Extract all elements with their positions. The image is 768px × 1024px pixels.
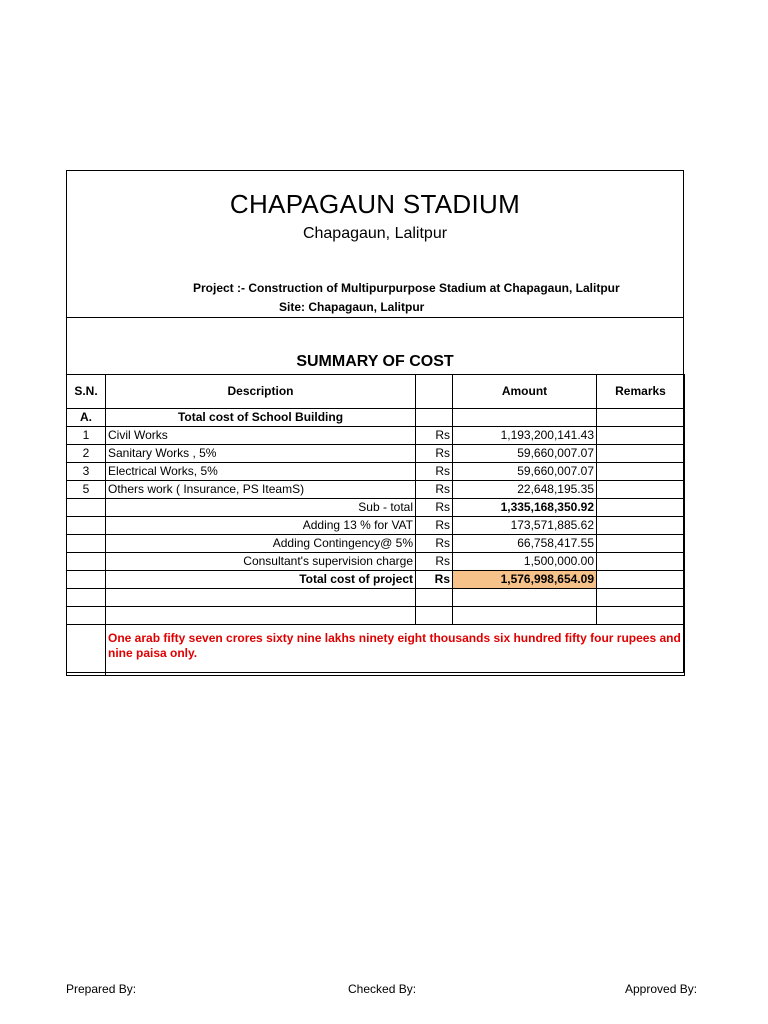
approved-by: Approved By: [625, 982, 698, 996]
total-row [67, 571, 685, 589]
row-remarks [597, 445, 685, 463]
empty-row [67, 607, 685, 625]
prepared-by: Prepared By: [66, 982, 137, 996]
section-description: Total cost of School Building [106, 409, 416, 427]
row-currency: Rs [416, 463, 453, 481]
row-remarks [597, 481, 685, 499]
summary-title: SUMMARY OF COST [296, 353, 454, 370]
supervision-amount: 1,500,000.00 [453, 553, 597, 571]
total-amount: 1,576,998,654.09 [453, 571, 597, 589]
subtotal-label: Sub - total [106, 499, 416, 517]
subtotal-row [67, 499, 685, 517]
row-remarks [597, 463, 685, 481]
row-currency: Rs [416, 427, 453, 445]
project-line: Project :- Construction of Multipurpurpose Stadium at Chapagaun, Lalitpur [193, 281, 620, 295]
row-description: Others work ( Insurance, PS IteamS) [106, 481, 416, 499]
checked-by: Checked By: [348, 982, 417, 996]
supervision-row [67, 553, 685, 571]
row-description: Sanitary Works , 5% [106, 445, 416, 463]
supervision-label: Consultant's supervision charge [106, 553, 416, 571]
row-sn: 2 [67, 445, 106, 463]
row-sn: 1 [67, 427, 106, 445]
vat-currency: Rs [416, 517, 453, 535]
contingency-label: Adding Contingency@ 5% [106, 535, 416, 553]
subtotal-currency: Rs [416, 499, 453, 517]
row-description: Civil Works [106, 427, 416, 445]
section-sn: A. [67, 409, 106, 427]
header-divider [67, 317, 683, 318]
row-remarks [597, 427, 685, 445]
table-row [67, 481, 685, 499]
amount-in-words: One arab fifty seven crores sixty nine lakhs ninety eight thousands six hundred fifty four rupees and nine paisa only. [108, 631, 681, 660]
location-subtitle: Chapagaun, Lalitpur [302, 225, 448, 242]
empty-row [67, 589, 685, 607]
contingency-currency: Rs [416, 535, 453, 553]
total-currency: Rs [416, 571, 453, 589]
site-line: Site: Chapagaun, Lalitpur [279, 300, 425, 314]
row-amount: 1,193,200,141.43 [453, 427, 597, 445]
row-sn: 3 [67, 463, 106, 481]
row-currency: Rs [416, 445, 453, 463]
row-currency: Rs [416, 481, 453, 499]
table-row [67, 445, 685, 463]
total-label: Total cost of project [106, 571, 416, 589]
cost-table [66, 374, 685, 676]
row-amount: 22,648,195.35 [453, 481, 597, 499]
contingency-row [67, 535, 685, 553]
row-description: Electrical Works, 5% [106, 463, 416, 481]
header-remarks: Remarks [597, 375, 685, 409]
header-currency [416, 375, 453, 409]
row-amount: 59,660,007.07 [453, 463, 597, 481]
vat-amount: 173,571,885.62 [453, 517, 597, 535]
subtotal-amount: 1,335,168,350.92 [453, 499, 597, 517]
row-amount: 59,660,007.07 [453, 445, 597, 463]
table-header-row [67, 375, 685, 409]
section-row [67, 409, 685, 427]
header-sn: S.N. [67, 375, 106, 409]
amount-in-words-row [67, 625, 685, 676]
table-row [67, 427, 685, 445]
header-amount: Amount [453, 375, 597, 409]
vat-label: Adding 13 % for VAT [106, 517, 416, 535]
row-sn: 5 [67, 481, 106, 499]
header-description: Description [106, 375, 416, 409]
supervision-currency: Rs [416, 553, 453, 571]
vat-row [67, 517, 685, 535]
cost-summary-sheet [66, 170, 684, 673]
stadium-title: CHAPAGAUN STADIUM [229, 189, 521, 219]
contingency-amount: 66,758,417.55 [453, 535, 597, 553]
table-row [67, 463, 685, 481]
